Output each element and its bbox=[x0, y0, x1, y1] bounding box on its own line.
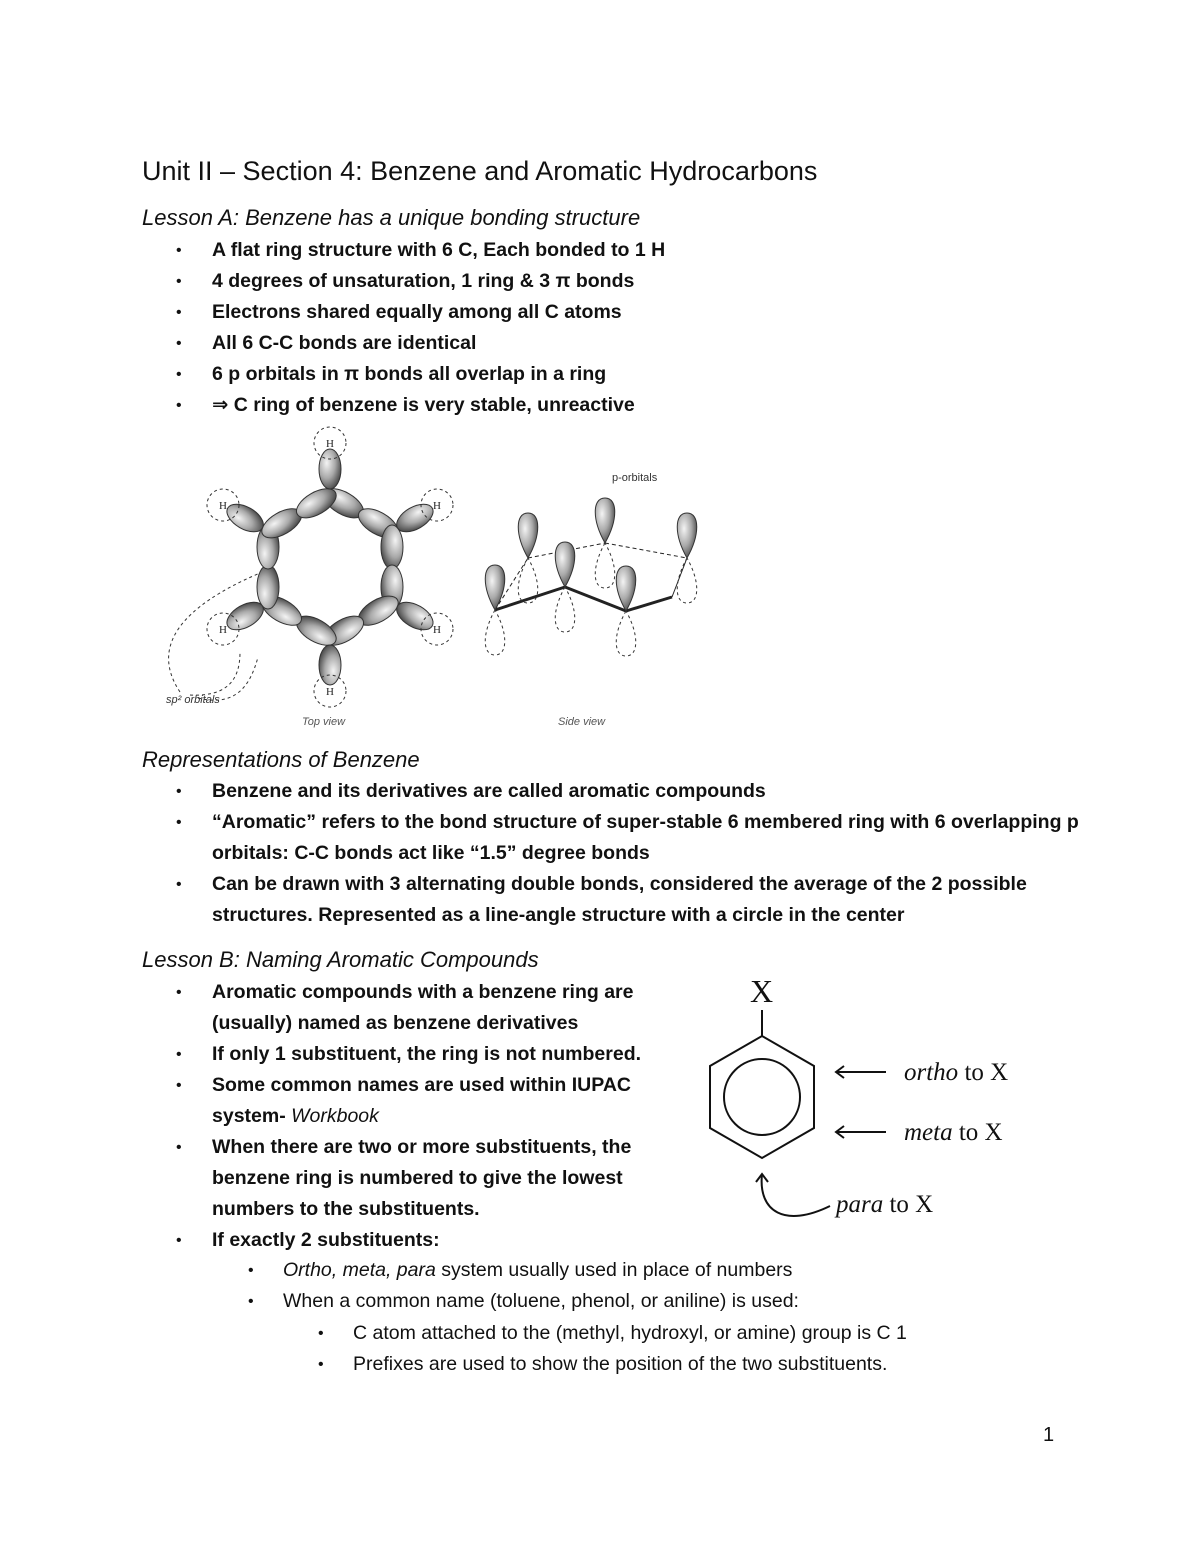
meta-to-x: to X bbox=[952, 1119, 1003, 1146]
ortho-label bbox=[904, 1059, 1008, 1086]
h-atom-label: H bbox=[433, 624, 441, 636]
list-item: • “Aromatic” refers to the bond structure of super-stable 6 membered ring with 6 overlapping p orbitals: C-C bonds act like “1.5” degree bonds bbox=[142, 807, 1102, 869]
para-word: para bbox=[836, 1191, 884, 1218]
lesson-b-heading: Lesson B: Naming Aromatic Compounds bbox=[142, 947, 539, 972]
lesson-a-heading: Lesson A: Benzene has a unique bonding structure bbox=[142, 205, 641, 230]
lesson-b-bullet-list bbox=[142, 977, 672, 1256]
workbook-word: Workbook bbox=[291, 1105, 379, 1127]
common-name-sub-list bbox=[142, 1318, 1102, 1380]
p-orbital-upper-lobes bbox=[485, 498, 697, 611]
list-item bbox=[142, 1070, 672, 1132]
c-h-orbital-lobes bbox=[222, 449, 437, 685]
para-label bbox=[834, 1191, 933, 1218]
benzene-ring bbox=[710, 1036, 814, 1158]
h-atom-label: H bbox=[326, 686, 334, 698]
list-item: • All 6 C-C bonds are identical bbox=[142, 328, 1102, 359]
side-view-diagram bbox=[485, 498, 697, 656]
sp2-pointer-arrows bbox=[169, 573, 260, 700]
substituent-x-label: X bbox=[750, 973, 774, 1009]
h-atom-label: H bbox=[433, 500, 441, 512]
ortho-meta-para-phrase: Ortho, meta, para bbox=[283, 1259, 436, 1281]
list-item: • When there are two or more substituents, the benzene ring is numbered to give the lowest numbers to the substituents. bbox=[142, 1132, 672, 1225]
list-item: • A flat ring structure with 6 C, Each bonded to 1 H bbox=[142, 235, 1102, 266]
representations-bullet-list bbox=[142, 776, 1102, 931]
p-orbitals-label: p-orbitals bbox=[612, 472, 658, 484]
h-atom-label: H bbox=[219, 500, 227, 512]
h-atom-label: H bbox=[326, 438, 334, 450]
sub-bullet-rest: system usually used in place of numbers bbox=[435, 1259, 793, 1281]
benzene-orbital-figure bbox=[160, 425, 720, 735]
top-view-diagram bbox=[169, 427, 453, 707]
ortho-meta-para-figure bbox=[690, 970, 1050, 1230]
para-to-x: to X bbox=[883, 1191, 934, 1218]
list-item: • If exactly 2 substituents: bbox=[142, 1225, 672, 1256]
list-item: • Electrons shared equally among all C atoms bbox=[142, 297, 1102, 328]
list-item: • If only 1 substituent, the ring is not numbered. bbox=[142, 1039, 672, 1070]
list-item: • Prefixes are used to show the position of the two substituents. bbox=[142, 1349, 1102, 1380]
list-item: • 6 p orbitals in π bonds all overlap in a ring bbox=[142, 359, 1102, 390]
list-item: • Can be drawn with 3 alternating double bonds, considered the average of the 2 possible structures. Represented as a line-angle structure with a circle in the center bbox=[142, 869, 1102, 931]
list-item: • When a common name (toluene, phenol, or aniline) is used: bbox=[142, 1286, 1102, 1317]
lesson-a-bullet-list bbox=[142, 235, 1102, 421]
sp2-orbitals-label: sp² orbitals bbox=[166, 694, 220, 706]
h-atom-label: H bbox=[219, 624, 227, 636]
list-item: • Benzene and its derivatives are called aromatic compounds bbox=[142, 776, 1102, 807]
list-item: • 4 degrees of unsaturation, 1 ring & 3 π bonds bbox=[142, 266, 1102, 297]
ortho-to-x: to X bbox=[958, 1059, 1009, 1086]
page-title: Unit II – Section 4: Benzene and Aromatic Hydrocarbons bbox=[142, 156, 818, 186]
aromatic-circle bbox=[724, 1059, 800, 1135]
side-view-label: Side view bbox=[558, 716, 606, 728]
list-item bbox=[142, 1255, 1102, 1286]
list-item: • C atom attached to the (methyl, hydroxyl, or amine) group is C 1 bbox=[142, 1318, 1102, 1349]
representations-heading: Representations of Benzene bbox=[142, 747, 420, 772]
page-number: 1 bbox=[1043, 1424, 1055, 1446]
two-substituent-sub-list bbox=[142, 1255, 1102, 1317]
top-view-label: Top view bbox=[302, 716, 346, 728]
list-item: • ⇒ C ring of benzene is very stable, unreactive bbox=[142, 390, 1102, 421]
ortho-word: ortho bbox=[904, 1059, 959, 1086]
sp2-orbital-lobes bbox=[257, 483, 403, 651]
workbook-bullet-text: Some common names are used within IUPAC system- bbox=[212, 1074, 631, 1127]
meta-label bbox=[904, 1119, 1003, 1146]
meta-word: meta bbox=[904, 1119, 953, 1146]
list-item: • Aromatic compounds with a benzene ring are (usually) named as benzene derivatives bbox=[142, 977, 672, 1039]
